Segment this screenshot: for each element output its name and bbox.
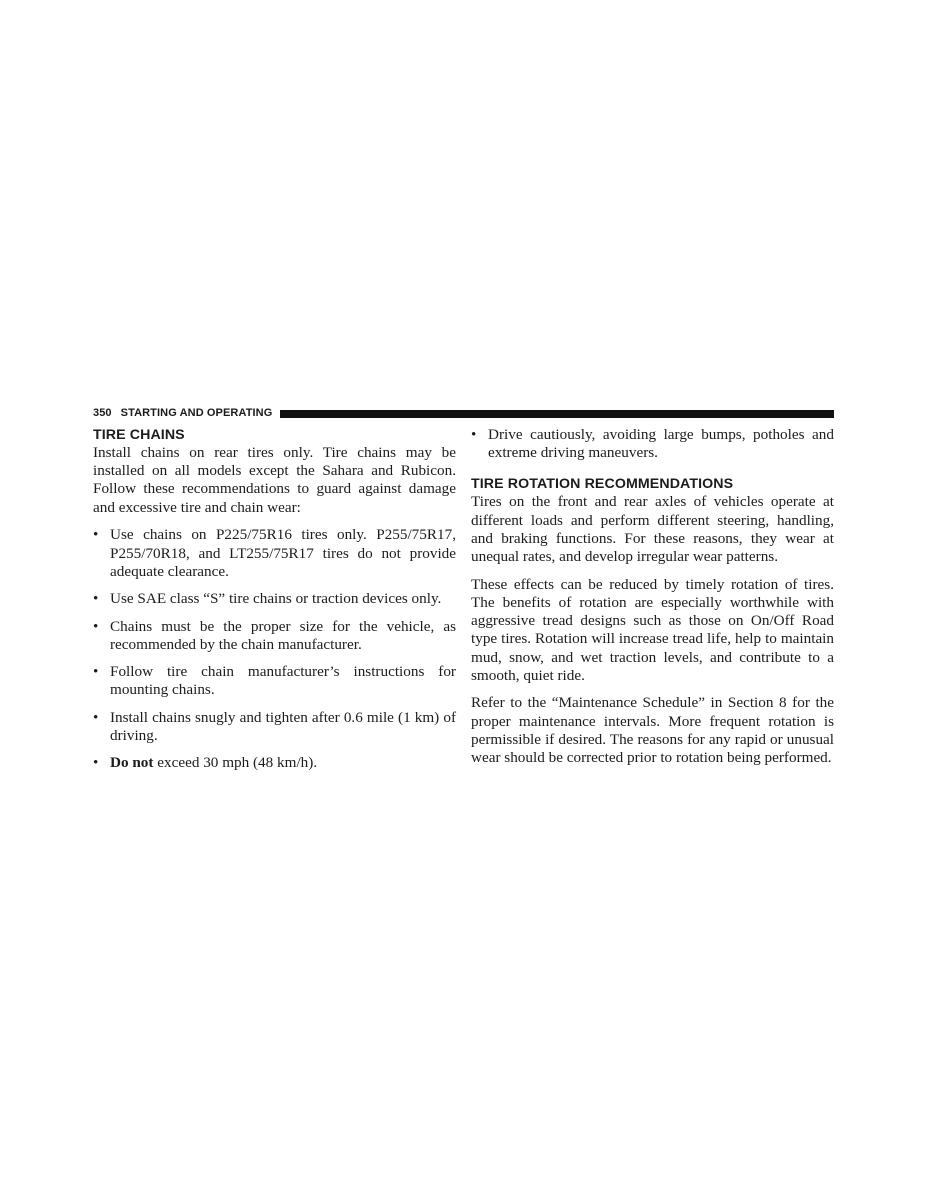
list-item-text: Use SAE class “S” tire chains or traction devices only. <box>110 590 442 608</box>
page-number: 350 <box>93 407 112 419</box>
rotation-paragraph: Tires on the front and rear axles of vehicles operate at different loads and perform different steering, handling, and braking functions. For these reasons, they wear at unequal rates, and develop irregular wear patterns. <box>471 493 834 566</box>
list-item-text: Follow tire chain manufacturer’s instructions for mounting chains. <box>110 663 456 699</box>
list-item-text: Chains must be the proper size for the vehicle, as recommended by the chain manufacturer. <box>110 617 456 653</box>
list-item <box>93 590 456 608</box>
tire-chains-intro: Install chains on rear tires only. Tire chains may be installed on all models except the Sahara and Rubicon. Follow these recommendations to guard against damage and excessive tire and chain wear: <box>93 444 456 516</box>
list-item <box>93 526 456 581</box>
bullet-glyph: • <box>93 754 99 772</box>
list-item <box>471 426 834 462</box>
section-title: STARTING AND OPERATING <box>120 407 273 419</box>
tire-chains-heading: TIRE CHAINS <box>93 427 185 443</box>
continued-list <box>471 426 834 462</box>
list-item <box>93 709 456 745</box>
left-column <box>93 426 456 782</box>
list-item <box>93 754 456 772</box>
tire-rotation-heading: TIRE ROTATION RECOMMENDATIONS <box>471 476 734 493</box>
bullet-glyph: • <box>93 708 99 726</box>
list-item-text: Drive cautiously, avoiding large bumps, potholes and extreme driving maneuvers. <box>488 426 834 462</box>
list-item-text: exceed 30 mph (48 km/h). <box>153 754 318 772</box>
rotation-paragraph: Refer to the “Maintenance Schedule” in Section 8 for the proper maintenance intervals. More frequent rotation is permissible if desired. The reasons for any rapid or unusual wear should be corrected prior to rotation being performed. <box>471 694 834 767</box>
bullet-glyph: • <box>93 590 99 608</box>
list-item-text: Install chains snugly and tighten after 0.6 mile (1 km) of driving. <box>110 708 456 744</box>
page-header <box>93 405 834 421</box>
tire-chains-list <box>93 526 456 772</box>
list-item <box>93 618 456 654</box>
bullet-glyph: • <box>93 617 99 635</box>
list-item <box>93 663 456 699</box>
bullet-glyph: • <box>93 663 99 681</box>
bullet-glyph: • <box>471 426 477 443</box>
header-rule <box>280 410 834 418</box>
rotation-paragraph: These effects can be reduced by timely rotation of tires. The benefits of rotation are especially worthwhile with aggressive tread designs such as those on On/Off Road type tires. Rotation will increase tread life, help to maintain mud, snow, and wet traction levels, and contribute to a smooth, quiet ride. <box>471 575 834 684</box>
do-not-emphasis: Do not <box>110 754 154 772</box>
bullet-glyph: • <box>93 526 99 544</box>
right-column <box>471 426 834 777</box>
list-item-text: Use chains on P225/75R16 tires only. P255/75R17, P255/70R18, and LT255/75R17 tires do not provide adequate clearance. <box>110 526 456 580</box>
